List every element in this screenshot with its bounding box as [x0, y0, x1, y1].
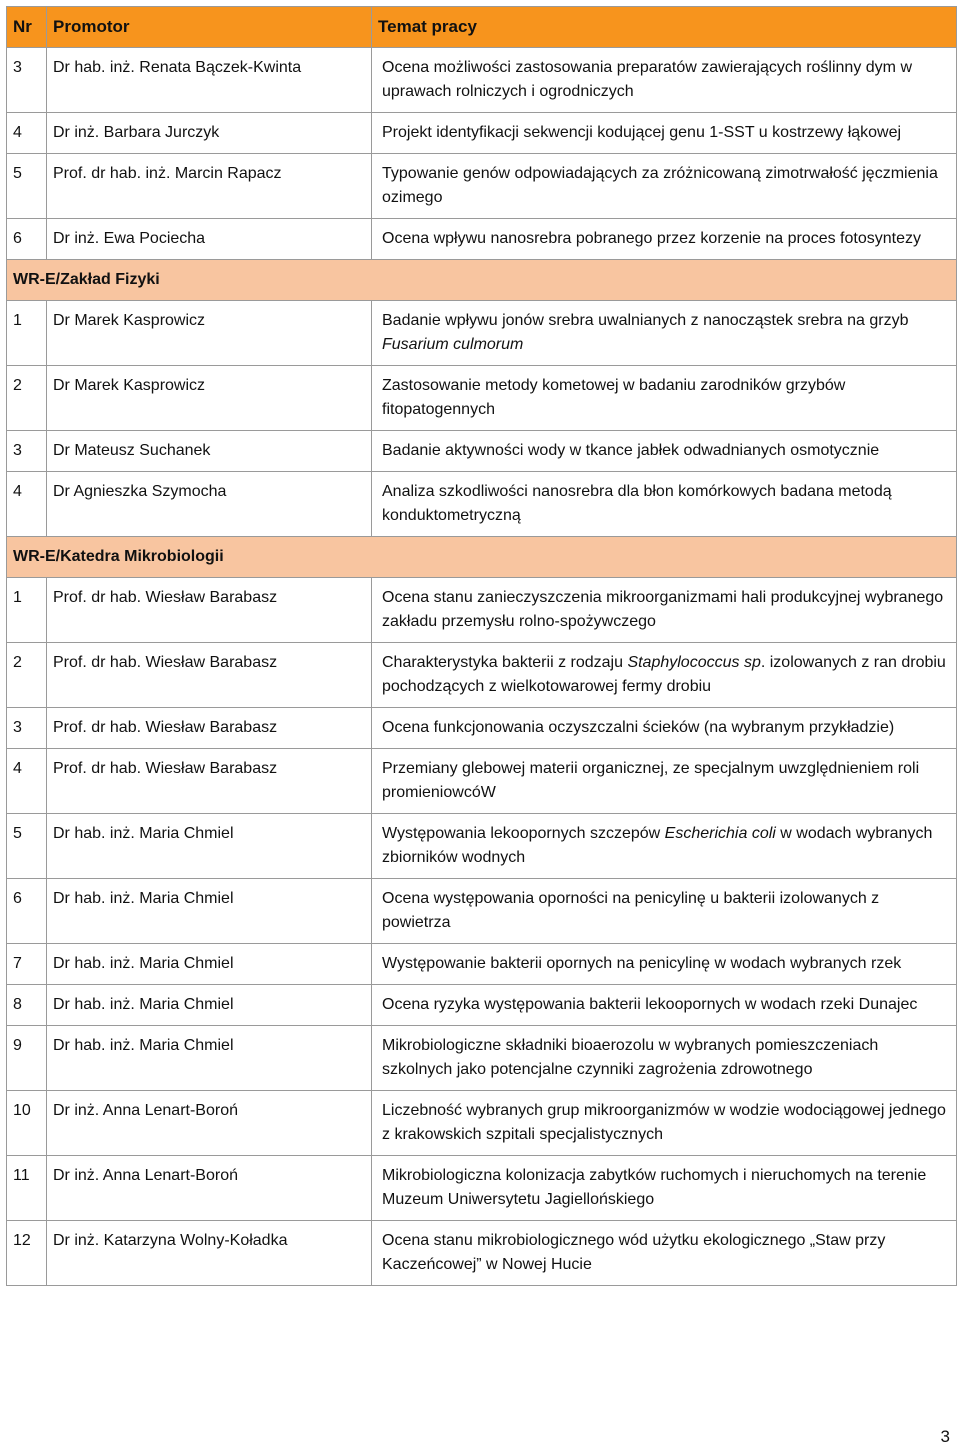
- row-topic: Mikrobiologiczne składniki bioaerozolu w wybranych pomieszczeniach szkolnych jako potencjalne czynniki zagrożenia zdrowotnego: [372, 1026, 957, 1091]
- table-row: [7, 1091, 957, 1156]
- row-topic: Liczebność wybranych grup mikroorganizmów w wodzie wodociągowej jednego z krakowskich szpitali specjalistycznych: [372, 1091, 957, 1156]
- row-promotor: Dr inż. Anna Lenart-Boroń: [47, 1091, 372, 1156]
- row-nr: 4: [7, 113, 47, 154]
- row-promotor: Prof. dr hab. Wiesław Barabasz: [47, 643, 372, 708]
- table-row: [7, 879, 957, 944]
- row-topic: [372, 301, 957, 366]
- row-promotor: Dr Mateusz Suchanek: [47, 431, 372, 472]
- table-row: [7, 219, 957, 260]
- table-row: [7, 366, 957, 431]
- table-header: [7, 7, 957, 48]
- row-topic: Ocena funkcjonowania oczyszczalni ścieków (na wybranym przykładzie): [372, 708, 957, 749]
- table-row: [7, 154, 957, 219]
- row-nr: 3: [7, 48, 47, 113]
- row-topic: Ocena wpływu nanosrebra pobranego przez korzenie na proces fotosyntezy: [372, 219, 957, 260]
- table-row: [7, 431, 957, 472]
- header-topic: Temat pracy: [372, 7, 957, 48]
- row-nr: 6: [7, 219, 47, 260]
- theses-table: [6, 6, 957, 1286]
- row-nr: 4: [7, 472, 47, 537]
- row-topic: [372, 814, 957, 879]
- topic-text: . izolowanych z ran drobiu pochodzących z wielkotowarowej fermy drobiu: [382, 654, 946, 695]
- table-row: [7, 749, 957, 814]
- row-nr: 1: [7, 578, 47, 643]
- row-topic: Ocena stanu mikrobiologicznego wód użytku ekologicznego „Staw przy Kaczeńcowej” w Nowej Hucie: [372, 1221, 957, 1286]
- row-promotor: Dr hab. inż. Maria Chmiel: [47, 944, 372, 985]
- topic-text: Badanie wpływu jonów srebra uwalnianych z nanocząstek srebra na grzyb: [382, 312, 909, 329]
- table-row: [7, 985, 957, 1026]
- table-row: [7, 578, 957, 643]
- row-promotor: Dr hab. inż. Maria Chmiel: [47, 814, 372, 879]
- row-nr: 10: [7, 1091, 47, 1156]
- header-nr: Nr: [7, 7, 47, 48]
- table-row: [7, 301, 957, 366]
- row-nr: 4: [7, 749, 47, 814]
- section-title-fizyka: WR-E/Zakład Fizyki: [7, 260, 957, 301]
- row-promotor: Prof. dr hab. Wiesław Barabasz: [47, 578, 372, 643]
- section-title-mikrobiologia: WR-E/Katedra Mikrobiologii: [7, 537, 957, 578]
- table-row: [7, 1156, 957, 1221]
- row-nr: 7: [7, 944, 47, 985]
- table-row: [7, 1221, 957, 1286]
- row-nr: 3: [7, 708, 47, 749]
- row-topic: Projekt identyfikacji sekwencji kodującej genu 1-SST u kostrzewy łąkowej: [372, 113, 957, 154]
- row-promotor: Dr Agnieszka Szymocha: [47, 472, 372, 537]
- table-row: [7, 643, 957, 708]
- row-promotor: Prof. dr hab. Wiesław Barabasz: [47, 749, 372, 814]
- table-row: [7, 708, 957, 749]
- table-row: [7, 48, 957, 113]
- row-promotor: Dr inż. Katarzyna Wolny-Koładka: [47, 1221, 372, 1286]
- row-nr: 6: [7, 879, 47, 944]
- row-promotor: Dr hab. inż. Maria Chmiel: [47, 1026, 372, 1091]
- row-topic: Ocena ryzyka występowania bakterii lekoopornych w wodach rzeki Dunajec: [372, 985, 957, 1026]
- row-promotor: Prof. dr hab. inż. Marcin Rapacz: [47, 154, 372, 219]
- row-promotor: Dr inż. Anna Lenart-Boroń: [47, 1156, 372, 1221]
- row-topic: Przemiany glebowej materii organicznej, ze specjalnym uwzględnieniem roli promieniowcóW: [372, 749, 957, 814]
- topic-italic: Fusarium culmorum: [382, 336, 524, 353]
- row-topic: Zastosowanie metody kometowej w badaniu zarodników grzybów fitopatogennych: [372, 366, 957, 431]
- row-promotor: Dr hab. inż. Maria Chmiel: [47, 985, 372, 1026]
- section-header: [7, 260, 957, 301]
- row-topic: [372, 643, 957, 708]
- row-topic: Ocena stanu zanieczyszczenia mikroorganizmami hali produkcyjnej wybranego zakładu przemysłu rolno-spożywczego: [372, 578, 957, 643]
- row-nr: 2: [7, 366, 47, 431]
- row-nr: 8: [7, 985, 47, 1026]
- row-nr: 9: [7, 1026, 47, 1091]
- header-promotor: Promotor: [47, 7, 372, 48]
- topic-italic: Escherichia coli: [664, 825, 776, 842]
- row-nr: 12: [7, 1221, 47, 1286]
- section-header: [7, 537, 957, 578]
- row-topic: Występowanie bakterii opornych na penicylinę w wodach wybranych rzek: [372, 944, 957, 985]
- row-nr: 2: [7, 643, 47, 708]
- row-topic: Analiza szkodliwości nanosrebra dla błon komórkowych badana metodą konduktometryczną: [372, 472, 957, 537]
- row-nr: 1: [7, 301, 47, 366]
- row-promotor: Prof. dr hab. Wiesław Barabasz: [47, 708, 372, 749]
- row-promotor: Dr inż. Ewa Pociecha: [47, 219, 372, 260]
- row-promotor: Dr Marek Kasprowicz: [47, 301, 372, 366]
- row-nr: 3: [7, 431, 47, 472]
- table-row: [7, 472, 957, 537]
- table-row: [7, 814, 957, 879]
- row-topic: Typowanie genów odpowiadających za zróżnicowaną zimotrwałość jęczmienia ozimego: [372, 154, 957, 219]
- table-row: [7, 1026, 957, 1091]
- topic-italic: Staphylococcus sp: [627, 654, 761, 671]
- topic-text: Występowania lekoopornych szczepów: [382, 825, 665, 842]
- table-row: [7, 113, 957, 154]
- row-nr: 11: [7, 1156, 47, 1221]
- row-promotor: Dr Marek Kasprowicz: [47, 366, 372, 431]
- topic-text: w wodach wybranych zbiorników wodnych: [382, 825, 933, 866]
- row-promotor: Dr hab. inż. Maria Chmiel: [47, 879, 372, 944]
- row-nr: 5: [7, 154, 47, 219]
- row-topic: Ocena możliwości zastosowania preparatów zawierających roślinny dym w uprawach rolniczych i ogrodniczych: [372, 48, 957, 113]
- row-promotor: Dr hab. inż. Renata Bączek-Kwinta: [47, 48, 372, 113]
- topic-text: Charakterystyka bakterii z rodzaju: [382, 654, 628, 671]
- row-promotor: Dr inż. Barbara Jurczyk: [47, 113, 372, 154]
- row-topic: Badanie aktywności wody w tkance jabłek odwadnianych osmotycznie: [372, 431, 957, 472]
- row-nr: 5: [7, 814, 47, 879]
- table-row: [7, 944, 957, 985]
- page-number: 3: [940, 1427, 950, 1446]
- row-topic: Ocena występowania oporności na penicylinę u bakterii izolowanych z powietrza: [372, 879, 957, 944]
- row-topic: Mikrobiologiczna kolonizacja zabytków ruchomych i nieruchomych na terenie Muzeum Uniwersytetu Jagiellońskiego: [372, 1156, 957, 1221]
